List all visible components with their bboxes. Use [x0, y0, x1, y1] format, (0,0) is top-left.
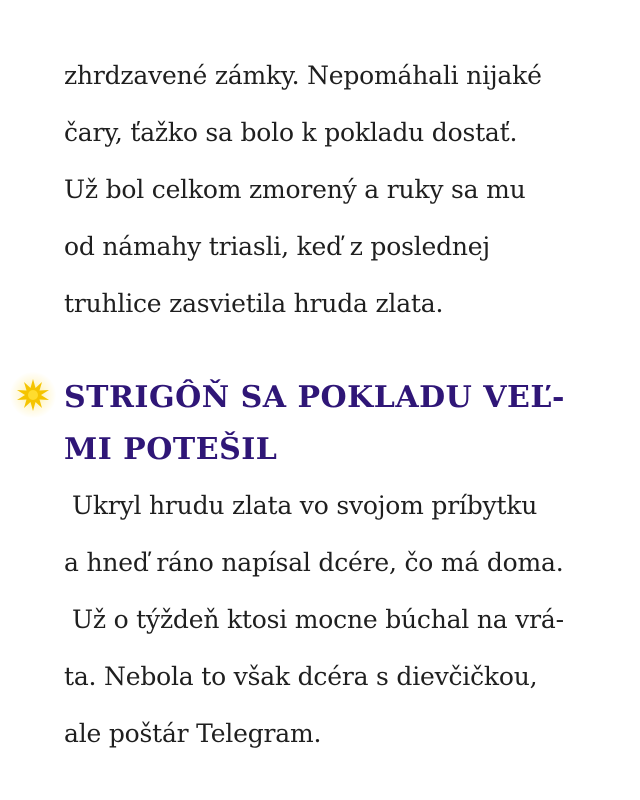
- sparkle-star-icon: [10, 372, 56, 418]
- text-line: Už bol celkom zmorený a ruky sa mu: [64, 175, 526, 204]
- text-line: čary, ťažko sa bolo k pokladu dostať.: [64, 118, 518, 147]
- text-line: od námahy triasli, keď z poslednej: [64, 232, 490, 261]
- text-line: truhlice zasvietila hruda zlata.: [64, 289, 444, 318]
- text-line: a hneď ráno napísal dcére, čo má doma.: [64, 548, 564, 577]
- text-line: zhrdzavené zámky. Nepomáhali nijaké: [64, 61, 542, 90]
- text-line: Už o týždeň ktosi mocne búchal na vrá-: [72, 605, 564, 634]
- section-heading-line: STRIGÔŇ SA POKLADU VEĽ-: [64, 380, 565, 415]
- text-line: ta. Nebola to však dcéra s dievčičkou,: [64, 662, 538, 691]
- text-line: Ukryl hrudu zlata vo svojom príbytku: [72, 491, 538, 520]
- section-heading-line: MI POTEŠIL: [64, 432, 278, 467]
- text-line: ale poštár Telegram.: [64, 719, 322, 748]
